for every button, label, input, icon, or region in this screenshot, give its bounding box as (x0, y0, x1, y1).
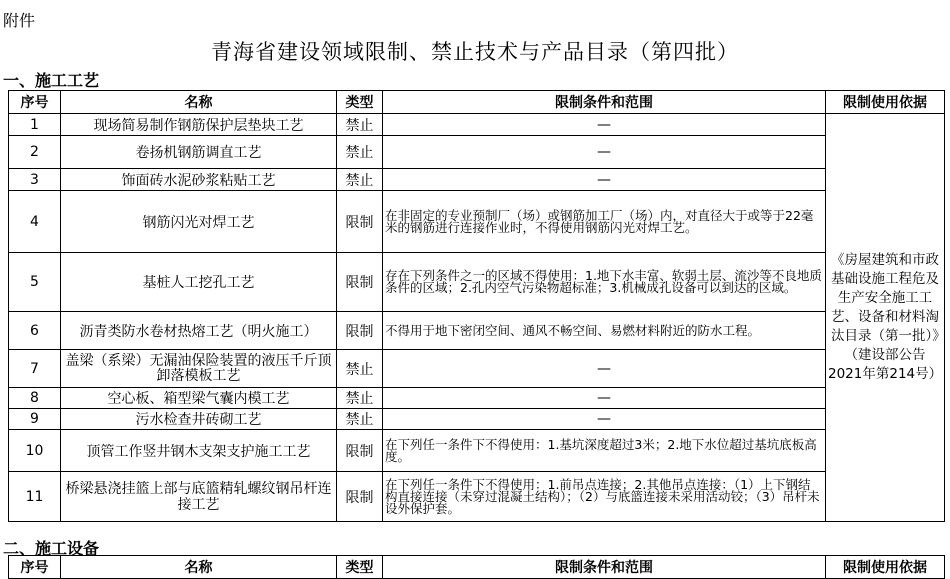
row-number: 8 (9, 388, 61, 409)
section-heading-process: 一、施工工艺 (3, 71, 100, 90)
row-number: 5 (9, 253, 61, 312)
row-condition: 存在下列条件之一的区域不得使用：1.地下水丰富、软弱土层、流沙等不良地质条件的区域；2.孔内空气污染物超标准；3.机械成孔设备可以到达的区域。 (383, 253, 826, 312)
row-condition: — (383, 169, 826, 191)
table-row (9, 409, 945, 430)
row-name: 桥梁悬浇挂篮上部与底篮精轧螺纹钢吊杆连接工艺 (61, 472, 337, 522)
section-heading-equipment: 二、施工设备 (3, 539, 100, 558)
column-header: 名称 (61, 91, 337, 114)
row-type: 禁止 (337, 350, 383, 388)
table-row (9, 312, 945, 350)
table-row (9, 191, 945, 253)
row-name: 污水检查井砖砌工艺 (61, 409, 337, 430)
table-row (9, 169, 945, 191)
column-header: 类型 (337, 556, 383, 579)
row-number: 3 (9, 169, 61, 191)
row-type: 禁止 (337, 388, 383, 409)
column-header: 限制使用依据 (826, 91, 945, 114)
table-row (9, 253, 945, 312)
row-condition: — (383, 136, 826, 169)
row-type: 限制 (337, 191, 383, 253)
row-name: 顶管工作竖井钢木支架支护施工工艺 (61, 430, 337, 472)
row-name: 卷扬机钢筋调直工艺 (61, 136, 337, 169)
process-table (8, 90, 945, 522)
row-name: 钢筋闪光对焊工艺 (61, 191, 337, 253)
row-condition: 不得用于地下密闭空间、通风不畅空间、易燃材料附近的防水工程。 (383, 312, 826, 350)
row-condition: 在非固定的专业预制厂（场）或钢筋加工厂（场）内，对直径大于或等于22毫米的钢筋进行连接作业时，不得使用钢筋闪光对焊工艺。 (383, 191, 826, 253)
table-row (9, 114, 945, 136)
row-number: 7 (9, 350, 61, 388)
row-number: 4 (9, 191, 61, 253)
row-number: 2 (9, 136, 61, 169)
row-number: 10 (9, 430, 61, 472)
row-condition: — (383, 350, 826, 388)
column-header: 序号 (9, 91, 61, 114)
row-name: 饰面砖水泥砂浆粘贴工艺 (61, 169, 337, 191)
table-header-row (9, 91, 945, 114)
equipment-table (8, 555, 945, 579)
row-type: 限制 (337, 253, 383, 312)
row-condition: — (383, 114, 826, 136)
row-type: 禁止 (337, 409, 383, 430)
column-header: 限制使用依据 (826, 556, 945, 579)
column-header: 类型 (337, 91, 383, 114)
row-name: 沥青类防水卷材热熔工艺（明火施工） (61, 312, 337, 350)
table-header-row (9, 556, 945, 579)
table-row (9, 136, 945, 169)
row-type: 禁止 (337, 169, 383, 191)
row-number: 9 (9, 409, 61, 430)
column-header: 限制条件和范围 (383, 91, 826, 114)
table-row (9, 350, 945, 388)
row-name: 基桩人工挖孔工艺 (61, 253, 337, 312)
row-number: 6 (9, 312, 61, 350)
row-name: 现场简易制作钢筋保护层垫块工艺 (61, 114, 337, 136)
row-number: 11 (9, 472, 61, 522)
column-header: 序号 (9, 556, 61, 579)
column-header: 限制条件和范围 (383, 556, 826, 579)
table-row (9, 472, 945, 522)
row-name: 空心板、箱型梁气囊内模工艺 (61, 388, 337, 409)
row-condition: — (383, 409, 826, 430)
table-row (9, 430, 945, 472)
row-condition: 在下列任一条件下不得使用：1.基坑深度超过3米；2.地下水位超过基坑底板高度。 (383, 430, 826, 472)
attachment-label: 附件 (3, 11, 36, 30)
table-row (9, 388, 945, 409)
row-type: 限制 (337, 430, 383, 472)
column-header: 名称 (61, 556, 337, 579)
document-title: 青海省建设领域限制、禁止技术与产品目录（第四批） (211, 40, 739, 64)
row-type: 限制 (337, 312, 383, 350)
row-type: 限制 (337, 472, 383, 522)
row-type: 禁止 (337, 136, 383, 169)
row-type: 禁止 (337, 114, 383, 136)
row-number: 1 (9, 114, 61, 136)
row-condition: 在下列任一条件下不得使用：1.前吊点连接；2.其他吊点连接：（1）上下钢结构直接连接（未穿过混凝土结构）；（2）与底篮连接未采用活动铰；（3）吊杆未设外保护套。 (383, 472, 826, 522)
basis-cell: 《房屋建筑和市政基础设施工程危及生产安全施工工艺、设备和材料淘汰目录（第一批）》（建设部公告2021年第214号） (826, 114, 945, 522)
row-name: 盖梁（系梁）无漏油保险装置的液压千斤顶卸落模板工艺 (61, 350, 337, 388)
row-condition: — (383, 388, 826, 409)
